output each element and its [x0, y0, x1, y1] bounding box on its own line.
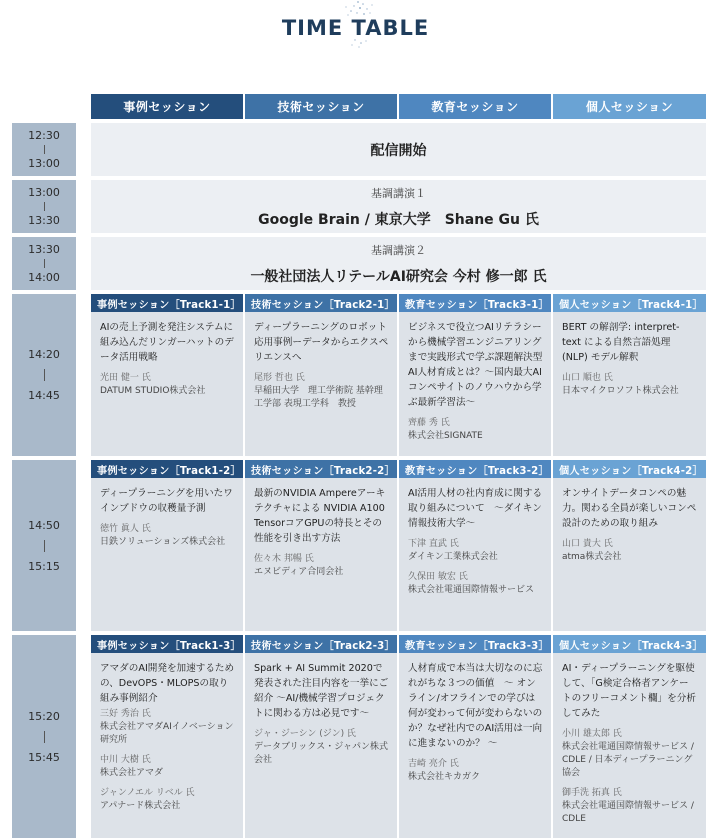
keynote-label: 基調講演２ [371, 243, 426, 257]
speaker-name: 三好 秀治 氏 [100, 709, 151, 719]
track-header: 個人セッション［Track4-1］ [553, 294, 706, 312]
session-title: AI・ディープラーニングを駆使して、「G検定合格者アンケートのフリーコメント欄」を分析してみた [562, 663, 696, 719]
speaker-org: 日鉄ソリューションズ株式会社 [100, 537, 226, 547]
session-title: オンサイトデータコンペの魅力。関わる全員が楽しいコンペ設計のための取り組み [562, 488, 697, 529]
speaker-name: 吉崎 亮介 氏 [408, 759, 459, 769]
speaker-name: 下津 直武 氏 [408, 539, 459, 549]
speaker-org: 株式会社電通国際情報サービス [408, 585, 535, 595]
speaker-org: エヌビディア合同会社 [254, 567, 344, 577]
speaker-org: 株式会社電通国際情報サービス / CDLE [562, 801, 694, 824]
time-slot: 13:30 14:00 [12, 237, 76, 290]
session-card[interactable] [91, 635, 243, 838]
speaker-name: 御手洗 拓真 氏 [562, 788, 622, 798]
speaker-org: アパナード株式会社 [100, 801, 181, 811]
session-card[interactable] [553, 460, 706, 631]
keynote-2-row [91, 237, 706, 290]
track-header: 教育セッション［Track3-1］ [399, 294, 551, 312]
session-title: Spark + AI Summit 2020で発表された注目内容を一挙にご紹介 〜AI/機械学習プロジェクトに関わる方は必見です〜 [254, 663, 389, 719]
session-title: AI活用人材の社内育成に関する取り組みについて 〜ダイキン情報技術大学〜 [408, 488, 543, 529]
track-header: 事例セッション［Track1-2］ [91, 460, 243, 478]
keynote-1-row [91, 180, 706, 233]
speaker-org: atma株式会社 [562, 552, 622, 562]
track-header: 個人セッション［Track4-2］ [553, 460, 706, 478]
session-title: ビジネスで役立つAIリテラシーから機械学習エンジニアリングまで実践形式で学ぶ課題解決型AI人材育成とは？〜国内最大AIコンペサイトのノウハウから学ぶ最新学習法〜 [408, 322, 543, 408]
stream-start-row [91, 123, 706, 176]
speaker-name: ジャ・ジーシン (ジン) 氏 [254, 729, 356, 739]
session-card[interactable] [553, 635, 706, 838]
session-title: ディープラーニングのロボット応用事例ーデータからエクスペリエンスへ [254, 322, 389, 363]
track-header: 技術セッション［Track2-3］ [245, 635, 397, 653]
speaker-name: 中川 大樹 氏 [100, 755, 151, 765]
speaker-name: 光田 健一 氏 [100, 373, 151, 383]
speaker-org: データブリックス・ジャパン株式会社 [254, 742, 389, 765]
keynote-title: Google Brain / 東京大学 Shane Gu 氏 [258, 211, 539, 228]
title-area [0, 0, 711, 60]
speaker-org: 株式会社アマダAIイノベーション研究所 [100, 722, 234, 745]
session-card[interactable] [245, 635, 397, 838]
speaker-name: 尾形 哲也 氏 [254, 373, 305, 383]
session-card[interactable] [399, 635, 551, 838]
time-slot: 12:30 13:00 [12, 123, 76, 176]
speaker-name: 小川 雄太郎 氏 [562, 729, 622, 739]
speaker-org: 株式会社SIGNATE [408, 431, 483, 441]
time-slot: 13:00 13:30 [12, 180, 76, 233]
speaker-name: 山口 貴大 氏 [562, 539, 613, 549]
session-card[interactable] [399, 294, 551, 456]
speaker-org: 日本マイクロソフト株式会社 [562, 386, 679, 396]
keynote-label: 基調講演１ [371, 186, 426, 200]
speaker-org: 株式会社キカガク [408, 772, 481, 782]
track-header: 教育セッション［Track3-3］ [399, 635, 551, 653]
stream-start-title: 配信開始 [370, 142, 427, 159]
session-title: BERT の解剖学: interpret-text による自然言語処理 (NLP) モデル解釈 [562, 322, 680, 363]
header-personal-session: 個人セッション [553, 94, 706, 119]
speaker-name: 佐々木 邦暢 氏 [254, 554, 314, 564]
track-header: 技術セッション［Track2-1］ [245, 294, 397, 312]
time-slot: 14:50 15:15 [12, 460, 76, 631]
page-title: TIME TABLE [281, 16, 430, 40]
speaker-org: 早稲田大学 理工学術院 基幹理工学部 表現工学科 教授 [254, 386, 383, 409]
speaker-name: 齊藤 秀 氏 [408, 418, 450, 428]
session-title: 最新のNVIDIA Ampereアーキテクチャによる NVIDIA A100 TensorコアGPUの特長とその性能を引き出す方法 [254, 488, 386, 544]
session-card[interactable] [91, 294, 243, 456]
speaker-name: 山口 順也 氏 [562, 373, 613, 383]
header-edu-session: 教育セッション [399, 94, 551, 119]
track-header: 事例セッション［Track1-1］ [91, 294, 243, 312]
session-card[interactable] [245, 294, 397, 456]
track-header: 個人セッション［Track4-3］ [553, 635, 706, 653]
time-slot: 14:20 14:45 [12, 294, 76, 456]
speaker-name: 久保田 敏宏 氏 [408, 572, 468, 582]
session-card[interactable] [91, 460, 243, 631]
speaker-name: ジャンノエル リベル 氏 [100, 788, 195, 798]
session-title: アマダのAI開発を加速するための、DevOPS・MLOPSの取り組み事例紹介 [100, 663, 235, 704]
keynote-title: 一般社団法人リテールAI研究会 今村 修一郎 氏 [250, 268, 547, 285]
track-header: 事例セッション［Track1-3］ [91, 635, 243, 653]
session-title: AIの売上予測を発注システムに組み込んだリンガーハットのデータ活用戦略 [100, 322, 234, 363]
session-card[interactable] [553, 294, 706, 456]
time-slot: 15:20 15:45 [12, 635, 76, 838]
header-tech-session: 技術セッション [245, 94, 397, 119]
track-header: 教育セッション［Track3-2］ [399, 460, 551, 478]
session-title: 人材育成で本当は大切なのに忘れがちな３つの価値 〜 オンライン/オフラインでの学びは何が変わって何が変わらないのか？なぜ社内でのAI活用は一向に進まないのか？ 〜 [408, 663, 543, 749]
session-title: ディープラーニングを用いたワインブドウの収穫量予測 [100, 488, 233, 514]
session-card[interactable] [399, 460, 551, 631]
speaker-org: DATUM STUDIO株式会社 [100, 386, 206, 396]
speaker-org: 株式会社アマダ [100, 768, 164, 778]
speaker-org: ダイキン工業株式会社 [408, 552, 498, 562]
speaker-org: 株式会社電通国際情報サービス / CDLE / 日本ディープラーニング協会 [562, 742, 694, 778]
speaker-name: 徳竹 眞人 氏 [100, 524, 151, 534]
header-case-session: 事例セッション [91, 94, 243, 119]
session-card[interactable] [245, 460, 397, 631]
track-header: 技術セッション［Track2-2］ [245, 460, 397, 478]
